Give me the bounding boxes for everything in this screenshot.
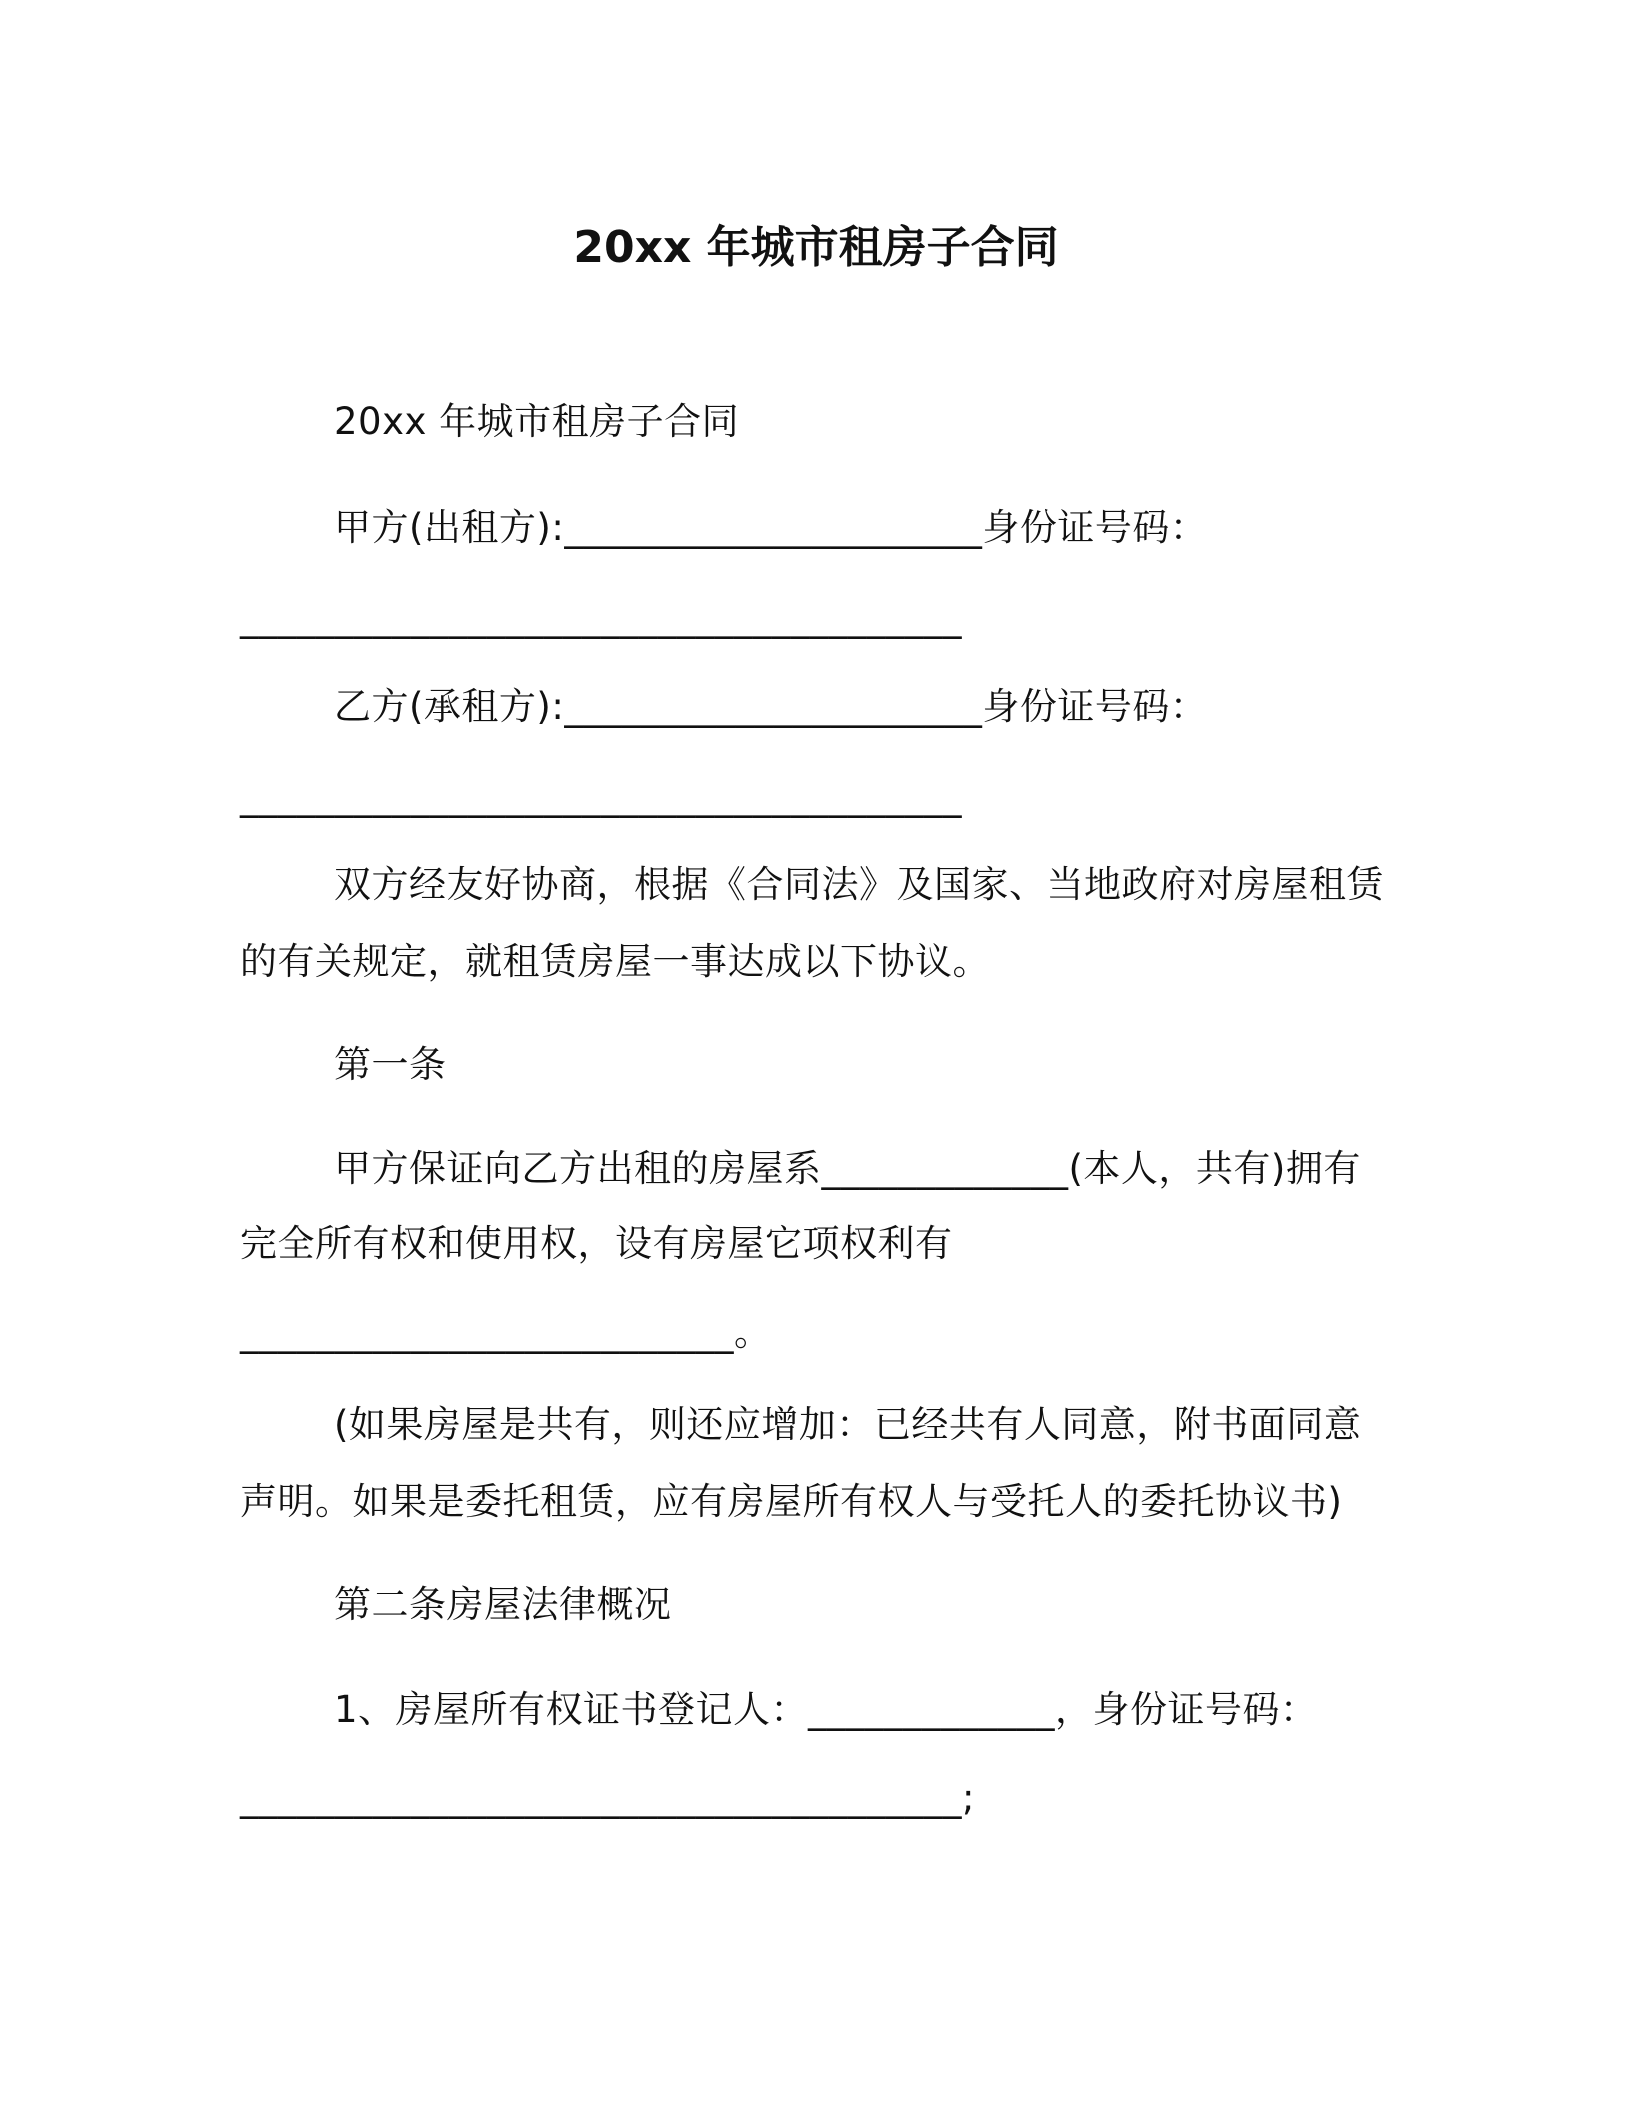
article-one-heading: 第一条 <box>334 1043 447 1086</box>
agreement-intro-line-2: 的有关规定，就租赁房屋一事达成以下协议。 <box>240 940 990 983</box>
article-two-heading: 第二条房屋法律概况 <box>334 1583 672 1626</box>
co-owner-note-line-2: 声明。如果是委托租赁，应有房屋所有权人与受托人的委托协议书) <box>240 1480 1343 1523</box>
article-one-line-1: 甲方保证向乙方出租的房屋系_____________(本人，共有)拥有 <box>334 1147 1361 1190</box>
party-a-id-blank: ______________________________________ <box>240 596 962 639</box>
co-owner-note-line-1: (如果房屋是共有，则还应增加：已经共有人同意，附书面同意 <box>334 1403 1362 1446</box>
registrant-id-blank: ______________________________________; <box>240 1776 975 1819</box>
article-one-line-2: 完全所有权和使用权，设有房屋它项权利有 <box>240 1222 953 1265</box>
registrant-line: 1、房屋所有权证书登记人：_____________，身份证号码： <box>334 1688 1318 1731</box>
party-b-id-blank: ______________________________________ <box>240 775 962 818</box>
party-b-line: 乙方(承租方):______________________身份证号码： <box>334 685 1208 728</box>
agreement-intro-line-1: 双方经友好协商，根据《合同法》及国家、当地政府对房屋租赁 <box>334 863 1384 906</box>
subtitle-line: 20xx 年城市租房子合同 <box>334 400 740 443</box>
document-title: 20xx 年城市租房子合同 <box>573 222 1059 273</box>
party-a-line: 甲方(出租方):______________________身份证号码： <box>334 506 1208 549</box>
article-one-line-3: __________________________。 <box>240 1311 772 1354</box>
